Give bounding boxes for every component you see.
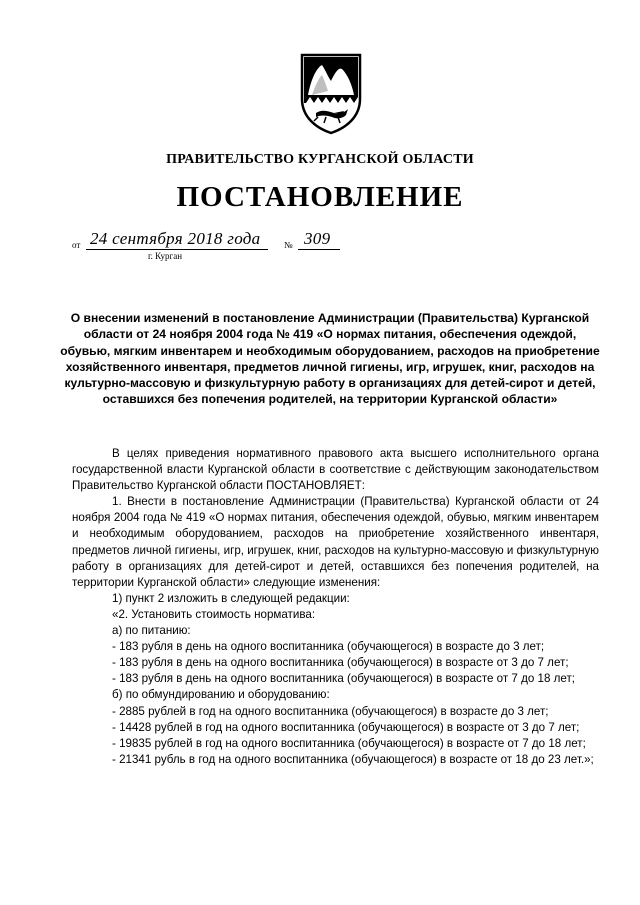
food-item-1: - 183 рубля в день на одного воспитанника (обучающегося) в возрасте до 3 лет;: [112, 640, 545, 654]
kurgan-coat-of-arms-icon: [298, 53, 364, 135]
food-item-2: - 183 рубля в день на одного воспитанника (обучающегося) в возрасте от 3 до 7 лет;: [112, 656, 569, 670]
clause-1-paragraph: 1. Внести в постановление Администрации (Правительства) Курганской области от 24 ноября 2004 года № 419 «О нормах питания, обеспечения одеждой, обувью, мягким инвентарем и необходимым оборудованием, расходов на приобретение хозяйственного инвентаря, предметов личной гигиены, игр, игрушек, книг, расходов на культурно-массовую и физкультурную работу в организациях для детей-сирот и детей, оставшихся без попечения родителей, на территории Курганской области» следующие изменения:: [72, 495, 599, 589]
uniform-item-2: - 14428 рублей в год на одного воспитанника (обучающегося) в возрасте от 3 до 7 лет;: [112, 720, 580, 734]
uniform-item-4: - 21341 рубль в год на одного воспитанника (обучающегося) в возрасте от 18 до 23 лет.»;: [112, 752, 594, 766]
document-body: [72, 446, 599, 768]
document-number: 309: [304, 229, 331, 248]
government-name: ПРАВИТЕЛЬСТВО КУРГАНСКОЙ ОБЛАСТИ: [166, 152, 474, 167]
uniform-item-1: - 2885 рублей в год на одного воспитанника (обучающегося) в возрасте до 3 лет;: [112, 704, 549, 718]
date-value: 24 сентября 2018 года: [90, 229, 261, 248]
date-underline: [86, 249, 268, 250]
uniform-heading: б) по обмундированию и оборудованию:: [112, 688, 330, 702]
food-heading: а) по питанию:: [112, 624, 191, 638]
document-type: ПОСТАНОВЛЕНИЕ: [176, 181, 464, 213]
city-label: г. Курган: [148, 251, 183, 261]
number-underline: [298, 249, 340, 250]
document-title: О внесении изменений в постановление Администрации (Правительства) Курганской области от 24 ноября 2004 года № 419 «О нормах питания, обеспечения одеждой, обувью, мягким инвентарем и необходимым оборудованием, расходов на приобретение хозяйственного инвентаря, предметов личной гигиены, игр, игрушек, книг, расходов на культурно-массовую и физкультурную работу в организациях для детей-сирот и детей, оставшихся без попечения родителей, на территории Курганской области»: [60, 311, 600, 407]
number-label: №: [284, 240, 293, 250]
subclause-paragraph: 1) пункт 2 изложить в следующей редакции:: [112, 591, 350, 605]
clause-2-paragraph: «2. Установить стоимость норматива:: [112, 607, 316, 621]
food-item-3: - 183 рубля в день на одного воспитанника (обучающегося) в возрасте от 7 до 18 лет;: [112, 672, 575, 686]
date-line: [72, 229, 372, 262]
preamble-paragraph: В целях приведения нормативного правового акта высшего исполнительного органа государственной власти Курганской области в соответствие с действующим законодательством Правительство Курганской области ПОСТАНОВЛЯЕТ:: [72, 447, 599, 493]
from-label: от: [72, 240, 81, 250]
uniform-item-3: - 19835 рублей в год на одного воспитанника (обучающегося) в возрасте от 7 до 18 лет;: [112, 736, 586, 750]
